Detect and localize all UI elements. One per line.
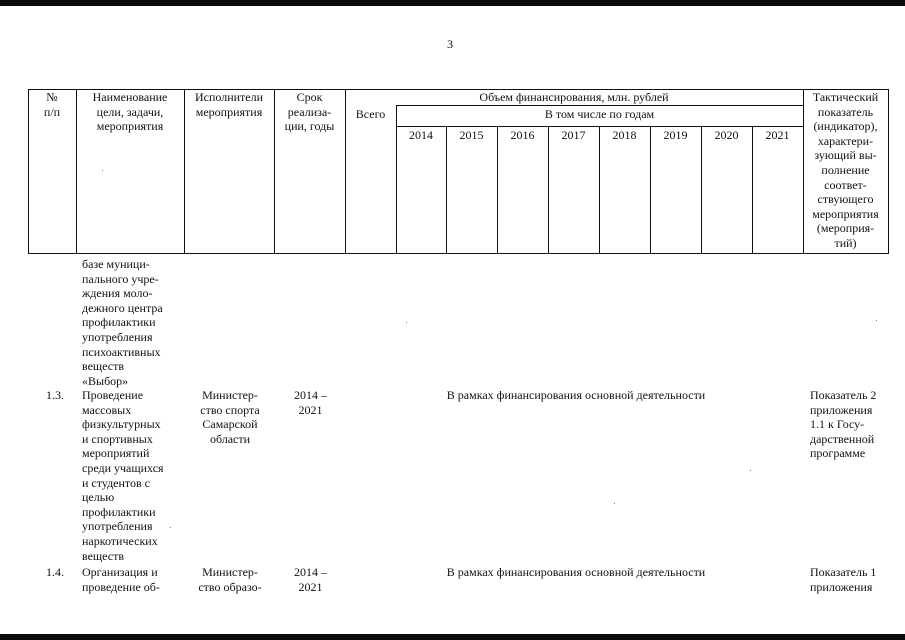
header-name: Наименование цели, задачи, мероприятия	[92, 90, 168, 134]
year-2016: 2016	[510, 128, 535, 142]
row-indicator: Показатель 2 приложения 1.1 к Госу- дарственной программе	[810, 388, 877, 461]
col-border	[446, 126, 447, 254]
col-border	[548, 126, 549, 254]
row-executor: Министер- ство образо-	[198, 565, 262, 594]
year-2017: 2017	[561, 128, 586, 142]
col-border	[888, 89, 889, 254]
row-name: Организация и проведение об-	[82, 565, 160, 594]
col-border	[650, 126, 651, 254]
scan-speck	[406, 322, 407, 323]
col-border	[497, 126, 498, 254]
header-executors: Исполнители мероприятия	[194, 90, 264, 119]
row-num: 1.3.	[46, 388, 64, 402]
header-bottom-line	[28, 253, 888, 254]
header-indicator: Тактический показатель (индикатор), характери- зующий вы- полнение соответ- ствующего мероприятия (мероприя- тий)	[812, 90, 879, 250]
header-by-years: В том числе по годам	[544, 107, 655, 121]
year-2014: 2014	[409, 128, 433, 142]
top-border-bar	[0, 0, 905, 6]
header-term: Срок реализа- ции, годы	[284, 90, 335, 134]
bottom-border-bar	[0, 634, 905, 640]
scan-speck	[614, 503, 615, 504]
row-term: 2014 – 2021	[294, 388, 327, 417]
year-2020: 2020	[714, 128, 739, 142]
row-name: базе муници- пального учре- ждения моло- дежного центра профилактики употребления психоактивных веществ «Выбор»	[82, 257, 163, 388]
row-funding: В рамках финансирования основной деятельности	[446, 565, 706, 579]
row-term: 2014 – 2021	[294, 565, 327, 594]
year-2021: 2021	[765, 128, 790, 142]
col-border	[752, 126, 753, 254]
page-number: 3	[447, 37, 453, 51]
header-num: № п/п	[43, 90, 61, 119]
scan-speck	[170, 527, 171, 528]
row-num: 1.4.	[46, 565, 64, 579]
col-border	[599, 126, 600, 254]
scan-speck	[750, 470, 751, 471]
year-2015: 2015	[459, 128, 484, 142]
row-name: Проведение массовых физкультурных и спортивных мероприятий среди учащихся и студентов с целью профилактики употребления наркотических веществ	[82, 388, 164, 563]
year-2019: 2019	[663, 128, 688, 142]
header-subrow-line	[396, 105, 803, 106]
year-2018: 2018	[612, 128, 637, 142]
row-indicator: Показатель 1 приложения	[810, 565, 877, 594]
col-border	[701, 126, 702, 254]
scan-speck	[102, 170, 103, 171]
row-executor: Министер- ство спорта Самарской области	[200, 388, 260, 446]
scan-speck	[876, 320, 877, 321]
header-funding: Объем финансирования, млн. рублей	[479, 90, 669, 104]
row-funding: В рамках финансирования основной деятельности	[446, 388, 706, 402]
header-total: Всего	[355, 107, 386, 121]
